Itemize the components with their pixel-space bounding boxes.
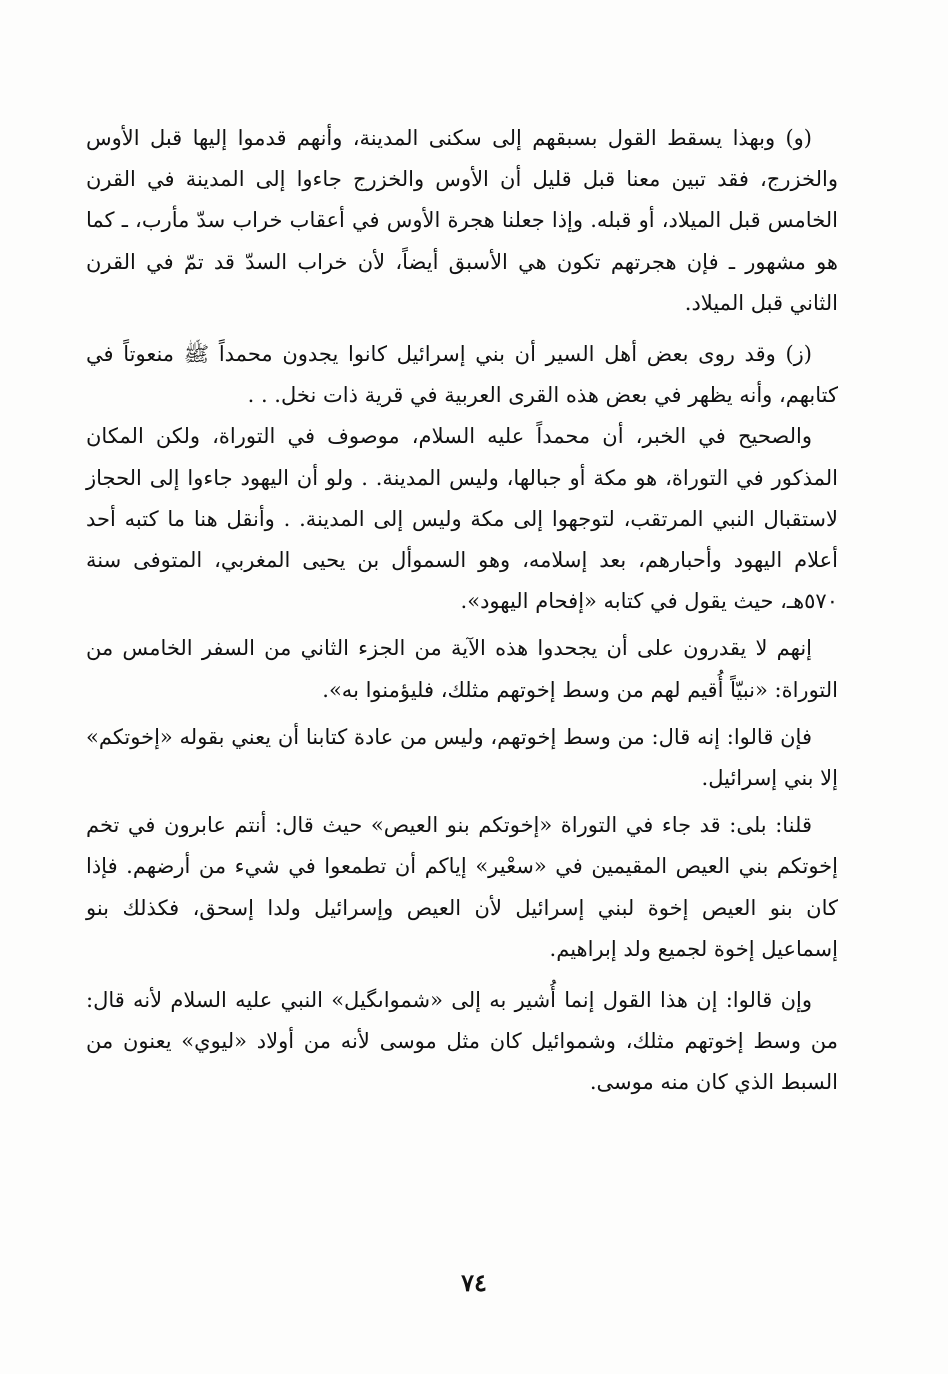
paragraph-samuel: وإن قالوا: إن هذا القول إنما أُشير به إلى «شمواىگيل» النبي عليه السلام لأنه قال: من وسط إخوتهم مثلك، وشموائيل كان مثل موسى لأنه من أولاد «ليوي» يعنون من السبط الذي كان منه موسى. bbox=[86, 988, 838, 1095]
body-text bbox=[86, 118, 838, 1104]
paragraph-quote-torah: إنهم لا يقدرون على أن يجحدوا هذه الآية من الجزء الثاني من السفر الخامس من التوراة: «نبيّاً أُقيم لهم من وسط إخوتهم مثلك، فليؤمنوا به». bbox=[86, 636, 838, 702]
page-number: ٧٤ bbox=[461, 1268, 487, 1297]
paragraph-correct-report: والصحيح في الخبر، أن محمداً عليه السلام، موصوف في التوراة، ولكن المكان المذكور في التوراة، هو مكة أو جبالها، وليس المدينة. . ولو أن اليهود جاءوا إلى الحجاز لاستقبال النبي المرتقب، لتوجهوا إلى مكة وليس إلى المدينة. . وأنقل هنا ما كتبه أحد أعلام اليهود وأحبارهم، بعد إسلامه، وهو السموأل بن يحيى المغربي، المتوفى سنة ٥٧٠هـ، حيث يقول في كتابه «إفحام اليهود». bbox=[86, 424, 838, 614]
paragraph-waw: (و) وبهذا يسقط القول بسبقهم إلى سكنى المدينة، وأنهم قدموا إليها قبل الأوس والخزرج، فقد تبين معنا قبل قليل أن الأوس والخزرج جاءوا إلى المدينة في القرن الخامس قبل الميلاد، أو قبله. وإذا جعلنا هجرة الأوس في أعقاب خراب سدّ مأرب، ـ كما هو مشهور ـ فإن هجرتهم تكون هي الأسبق أيضاً، لأن خراب السدّ قد تمّ في القرن الثاني قبل الميلاد. bbox=[86, 126, 838, 315]
paragraph-zay: (ز) وقد روى بعض أهل السير أن بني إسرائيل كانوا يجدون محمداً ﷺ منعوتاً في كتابهم، وأنه يظهر في بعض هذه القرى العربية في قرية ذات نخل. . . bbox=[86, 342, 838, 408]
paragraph-if-they-said: فإن قالوا: إنه قال: من وسط إخوتهم، وليس من عادة كتابنا أن يعني بقوله «إخوتكم» إلا بني إسرائيل. bbox=[86, 724, 838, 791]
paragraph-we-said: قلنا: بلى: قد جاء في التوراة «إخوتكم بنو العيص» حيث قال: أنتم عابرون في تخم إخوتكم بني العيص المقيمين في «سعْير» إياكم أن تطمعوا في شيء من أرضهم. فإذا كان بنو العيص إخوة لبني إسرائيل لأن العيص وإسرائيل ولدا إسحق، فكذلك بنو إسماعيل إخوة لجميع ولد إبراهيم. bbox=[86, 813, 838, 961]
